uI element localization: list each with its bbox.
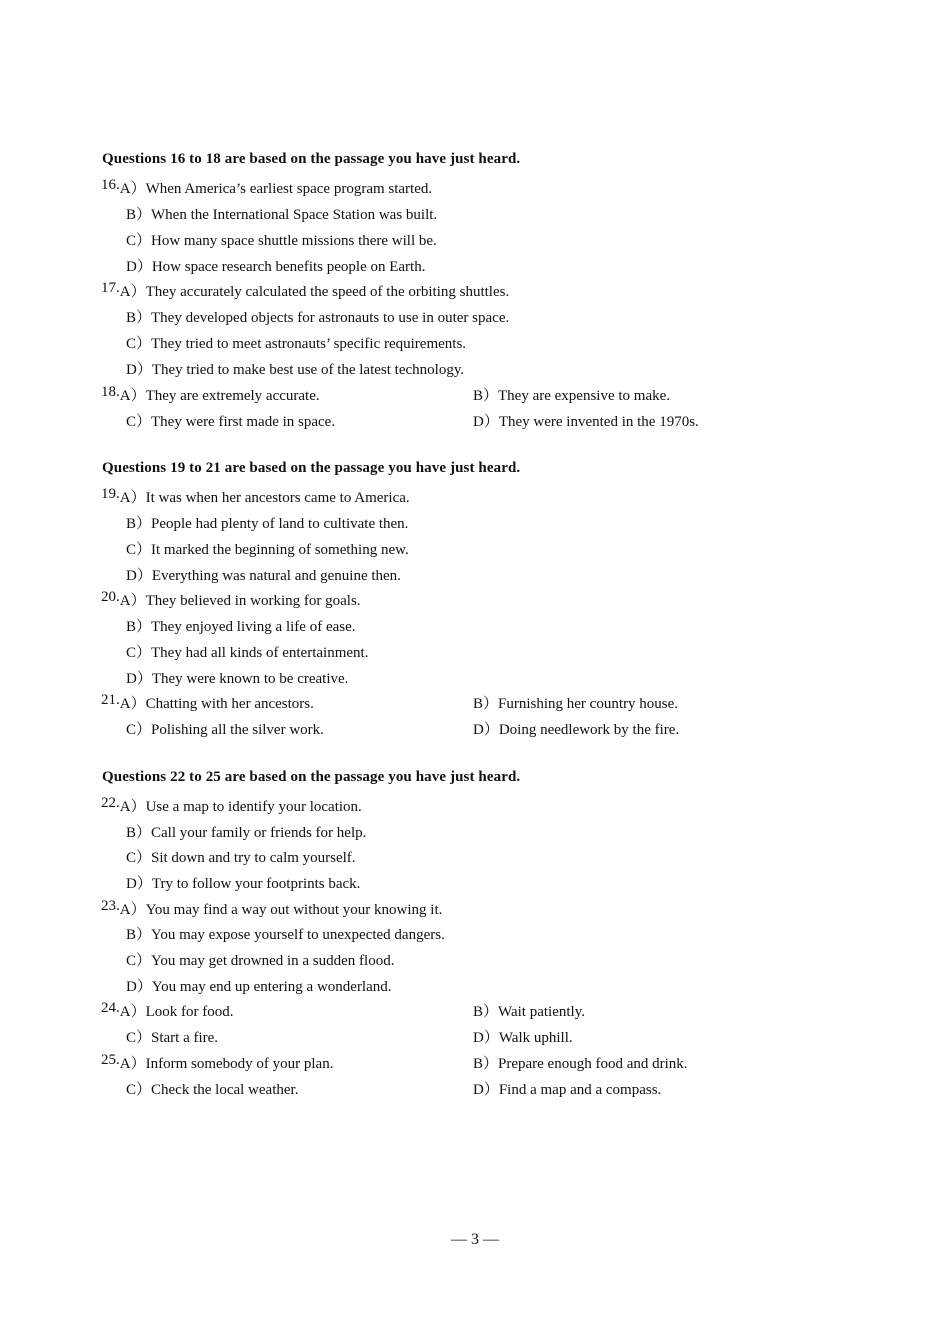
option-a: A）They believed in working for goals. bbox=[119, 593, 361, 609]
option-c: C）It marked the beginning of something new. bbox=[126, 542, 409, 558]
question-number: 22. bbox=[101, 795, 120, 811]
section-title: Questions 19 to 21 are based on the passage you have just heard. bbox=[102, 460, 521, 476]
option-c: C）Start a fire. bbox=[126, 1030, 219, 1046]
option-b: B）People had plenty of land to cultivate then. bbox=[126, 516, 409, 532]
option-d: D）They tried to make best use of the latest technology. bbox=[126, 362, 465, 378]
option-a: A）They are extremely accurate. bbox=[119, 388, 320, 404]
question-number: 16. bbox=[101, 177, 120, 193]
option-c: C）They were first made in space. bbox=[126, 414, 336, 430]
question-number: 23. bbox=[101, 898, 120, 914]
option-d: D）Try to follow your footprints back. bbox=[126, 876, 361, 892]
option-b: B）Wait patiently. bbox=[473, 1004, 585, 1020]
option-d: D）How space research benefits people on Earth. bbox=[126, 259, 426, 275]
option-b: B）They developed objects for astronauts to use in outer space. bbox=[126, 310, 510, 326]
question-number: 18. bbox=[101, 384, 120, 400]
option-c: C）Polishing all the silver work. bbox=[126, 722, 324, 738]
option-d: D）Everything was natural and genuine then. bbox=[126, 568, 401, 584]
option-b: B）Call your family or friends for help. bbox=[126, 825, 367, 841]
option-b: B）When the International Space Station was built. bbox=[126, 207, 438, 223]
option-a: A）Look for food. bbox=[119, 1004, 234, 1020]
page-number: — 3 — bbox=[451, 1231, 499, 1248]
section-title: Questions 22 to 25 are based on the passage you have just heard. bbox=[102, 769, 521, 785]
option-a: A）It was when her ancestors came to America. bbox=[119, 490, 410, 506]
question-number: 19. bbox=[101, 486, 120, 502]
option-b: B）Furnishing her country house. bbox=[473, 696, 678, 712]
option-a: A）Chatting with her ancestors. bbox=[119, 696, 314, 712]
question-number: 25. bbox=[101, 1052, 120, 1068]
option-c: C）They tried to meet astronauts’ specific requirements. bbox=[126, 336, 467, 352]
question-number: 21. bbox=[101, 692, 120, 708]
option-d: D）Doing needlework by the fire. bbox=[473, 722, 680, 738]
option-d: D）Find a map and a compass. bbox=[473, 1082, 662, 1098]
option-d: D）They were invented in the 1970s. bbox=[473, 414, 699, 430]
option-b: B）They enjoyed living a life of ease. bbox=[126, 619, 356, 635]
section-title: Questions 16 to 18 are based on the passage you have just heard. bbox=[102, 151, 521, 167]
question-number: 17. bbox=[101, 280, 120, 296]
option-c: C）Check the local weather. bbox=[126, 1082, 299, 1098]
question-number: 24. bbox=[101, 1000, 120, 1016]
option-c: C）You may get drowned in a sudden flood. bbox=[126, 953, 395, 969]
option-c: C）How many space shuttle missions there will be. bbox=[126, 233, 437, 249]
option-a: A）Use a map to identify your location. bbox=[119, 799, 362, 815]
option-d: D）Walk uphill. bbox=[473, 1030, 573, 1046]
option-b: B）You may expose yourself to unexpected dangers. bbox=[126, 927, 445, 943]
question-number: 20. bbox=[101, 589, 120, 605]
option-d: D）You may end up entering a wonderland. bbox=[126, 979, 392, 995]
option-c: C）Sit down and try to calm yourself. bbox=[126, 850, 356, 866]
option-a: A）They accurately calculated the speed of the orbiting shuttles. bbox=[119, 284, 510, 300]
option-c: C）They had all kinds of entertainment. bbox=[126, 645, 369, 661]
option-b: B）Prepare enough food and drink. bbox=[473, 1056, 688, 1072]
option-d: D）They were known to be creative. bbox=[126, 671, 349, 687]
option-a: A）Inform somebody of your plan. bbox=[119, 1056, 334, 1072]
option-a: A）When America’s earliest space program started. bbox=[119, 181, 433, 197]
option-b: B）They are expensive to make. bbox=[473, 388, 671, 404]
option-a: A）You may find a way out without your knowing it. bbox=[119, 902, 443, 918]
